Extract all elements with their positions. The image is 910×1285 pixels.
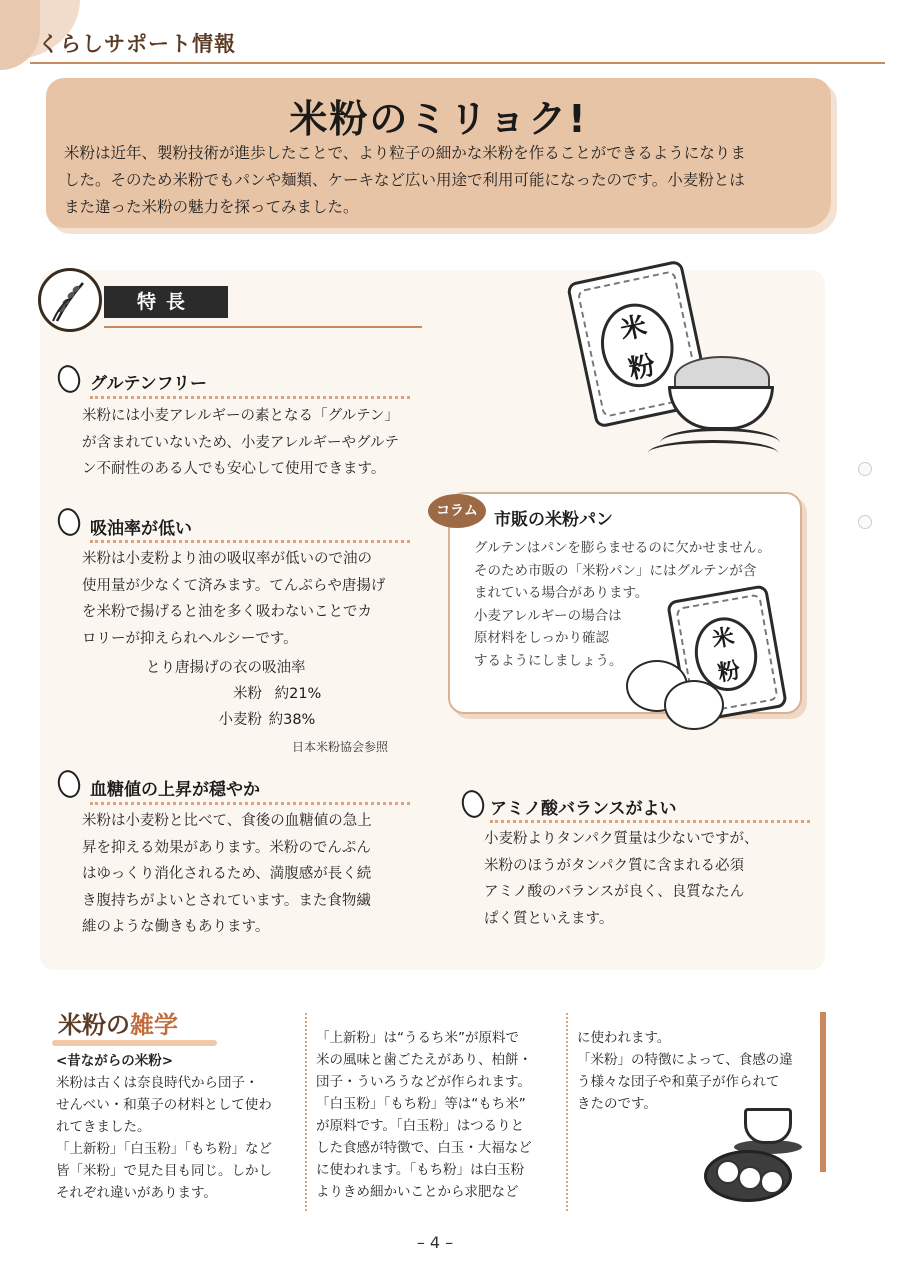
bread-roll-icon <box>664 680 724 730</box>
trivia-title-part: 米粉の <box>58 1011 130 1039</box>
row-value: 約38% <box>268 712 316 728</box>
trivia-line: きたのです。 <box>577 1096 657 1112</box>
trivia-title-part: 雑学 <box>130 1011 178 1039</box>
oil-absorption-caption: とり唐揚げの衣の吸油率 <box>146 660 306 676</box>
section-body-blood-sugar <box>82 808 372 941</box>
corner-decoration-inner <box>0 0 40 70</box>
row-label: 米粉 <box>233 686 262 702</box>
body-line: き腹持ちがよいとされています。また食物繊 <box>82 892 371 909</box>
row-label: 小麦粉 <box>218 712 262 728</box>
teacup-icon <box>744 1108 792 1144</box>
trivia-line: 「米粉」の特徴によって、食感の違 <box>577 1052 793 1068</box>
body-line: はゆっくり消化されるため、満腹感が長く続 <box>82 866 372 882</box>
intro-line: 米粉は近年、製粉技術が進歩したことで、より粒子の細かな米粉を作ることができるようになりま <box>64 144 746 162</box>
trivia-column-3 <box>577 1027 793 1115</box>
body-line: 米粉は小麦粉より油の吸収率が低いので油の <box>82 551 372 567</box>
column-divider <box>566 1013 568 1211</box>
trivia-line: が原料です。「白玉粉」はつるりと <box>316 1118 525 1134</box>
trivia-line: れてきました。 <box>56 1119 151 1135</box>
trivia-subtitle: <昔ながらの米粉> <box>56 1053 174 1069</box>
bag-label-char: 米 <box>617 311 650 347</box>
trivia-line: よりきめ細かいことから求肥など <box>316 1184 519 1200</box>
section-dots <box>490 820 810 823</box>
body-line: が含まれていないため、小麦アレルギーやグルテ <box>82 434 400 451</box>
dango-icon <box>716 1160 740 1184</box>
page-header-title: くらしサポート情報 <box>38 32 236 56</box>
trivia-line: 「上新粉」「白玉粉」「もち粉」など <box>56 1141 272 1157</box>
page-number: – 4 – <box>416 1233 454 1252</box>
bag-label-char: 粉 <box>626 350 658 386</box>
trivia-title <box>58 1005 178 1040</box>
features-label: 特長 <box>104 286 228 318</box>
body-line: ン不耐性のある人でも安心して使用できます。 <box>82 461 386 477</box>
body-line: 米粉には小麦アレルギーの素となる「グルテン」 <box>82 408 399 424</box>
body-line: 昇を抑える効果があります。米粉のでんぷん <box>82 839 371 856</box>
binder-hole <box>858 462 872 476</box>
bag-label-char: 米 <box>710 624 737 654</box>
column-line: そのため市販の「米粉パン」にはグルテンが含 <box>474 562 757 579</box>
trivia-line: 「白玉粉」「もち粉」等は“もち米” <box>316 1096 526 1112</box>
column-line: まれている場合があります。 <box>474 585 649 601</box>
binder-hole <box>858 515 872 529</box>
body-line: 米粉のほうがタンパク質に含まれる必須 <box>484 857 744 874</box>
column-line: グルテンはパンを膨らませるのに欠かせません。 <box>474 540 771 556</box>
oil-absorption-row <box>212 681 322 708</box>
trivia-side-bar <box>820 1012 826 1172</box>
body-line: ロリーが抑えられヘルシーです。 <box>82 630 298 647</box>
column-line: するようにしましょう。 <box>474 652 623 669</box>
section-body-amino-acid <box>484 826 758 932</box>
header-rule <box>30 62 885 64</box>
trivia-line: に使われます。「もち粉」は白玉粉 <box>316 1162 525 1178</box>
section-title-gluten-free: グルテンフリー <box>90 374 207 394</box>
column-divider <box>305 1013 307 1211</box>
rice-stalk-icon <box>648 440 778 466</box>
bag-label-char: 粉 <box>716 658 743 687</box>
intro-box <box>46 78 831 228</box>
body-line: 維のような働きもあります。 <box>82 919 270 935</box>
body-line: 使用量が少なくて済みます。てんぷらや唐揚げ <box>82 577 386 594</box>
intro-text <box>64 140 814 221</box>
body-line: アミノ酸のバランスが良く、良質なたん <box>484 884 745 900</box>
section-dots <box>90 540 410 543</box>
trivia-column-1 <box>56 1072 272 1204</box>
section-title-amino-acid: アミノ酸バランスがよい <box>490 799 677 819</box>
oil-absorption-source: 日本米粉協会参照 <box>292 740 389 754</box>
body-line: 米粉は小麦粉と比べて、食後の血糖値の急上 <box>82 813 372 829</box>
intro-line: また違った米粉の魅力を探ってみました。 <box>64 198 359 216</box>
trivia-line: せんべい・和菓子の材料として使わ <box>56 1097 272 1113</box>
trivia-line: う様々な団子や和菓子が作られて <box>577 1074 780 1090</box>
column-line: 小麦アレルギーの場合は <box>474 607 622 624</box>
rice-stalk-icon <box>38 268 102 332</box>
body-line: を米粉で揚げると油を多く吸わないことでカ <box>82 604 372 620</box>
trivia-line: 「上新粉」は“うるち米”が原料で <box>316 1030 519 1046</box>
trivia-line: した食感が特徴で、白玉・大福など <box>316 1140 532 1156</box>
trivia-line: 米の風味と歯ごたえがあり、柏餅・ <box>316 1052 532 1068</box>
dango-icon <box>738 1166 762 1190</box>
column-title: 市販の米粉パン <box>494 510 613 530</box>
trivia-title-underline <box>52 1040 217 1046</box>
body-line: 小麦粉よりタンパク質量は少ないですが、 <box>484 831 759 847</box>
features-rule <box>104 326 422 328</box>
section-dots <box>90 396 410 399</box>
dango-icon <box>760 1170 784 1194</box>
section-dots <box>90 802 410 805</box>
oil-absorption-row <box>212 707 322 734</box>
body-line: ぱく質といえます。 <box>484 910 614 927</box>
section-title-oil-absorption: 吸油率が低い <box>90 519 192 539</box>
trivia-line: に使われます。 <box>577 1030 671 1046</box>
section-title-blood-sugar: 血糖値の上昇が穏やか <box>90 780 260 800</box>
column-line: 原材料をしっかり確認 <box>474 630 609 646</box>
trivia-line: それぞれ違いがあります。 <box>56 1185 217 1201</box>
column-badge: コラム <box>428 494 486 528</box>
row-value: 約21% <box>274 686 322 702</box>
trivia-column-2 <box>316 1027 532 1203</box>
trivia-line: 米粉は古くは奈良時代から団子・ <box>56 1075 259 1091</box>
intro-title: 米粉のミリョク! <box>289 97 588 141</box>
intro-line: した。そのため米粉でもパンや麺類、ケーキなど広い用途で利用可能になったのです。小麦粉とは <box>64 171 745 189</box>
trivia-line: 団子・ういろうなどが作られます。 <box>316 1074 531 1090</box>
section-body-gluten-free <box>82 403 399 483</box>
section-body-oil-absorption <box>82 546 385 652</box>
trivia-line: 皆「米粉」で見た目も同じ。しかし <box>56 1163 272 1179</box>
